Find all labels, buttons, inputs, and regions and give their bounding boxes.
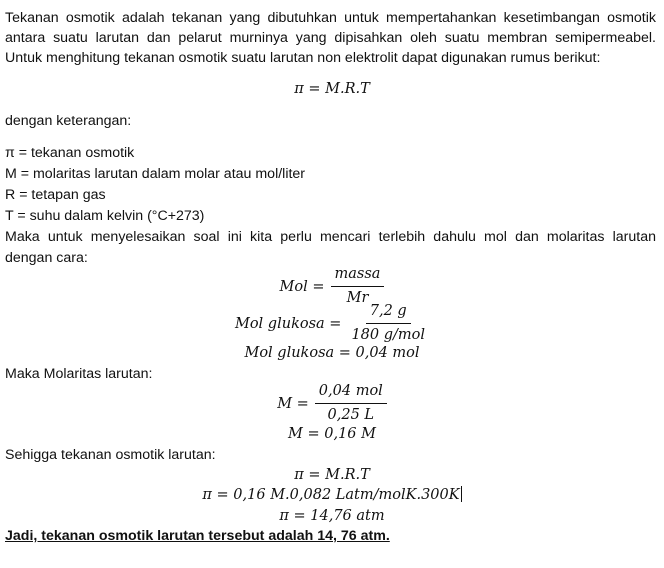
keterangan-m: M = molaritas larutan dalam molar atau mol/liter [5, 166, 306, 182]
mol-glukosa-lhs: Mol glukosa = [234, 315, 342, 332]
keterangan-pi: π = tekanan osmotik [5, 145, 135, 161]
mol-lhs: Mol = [279, 278, 325, 295]
tekanan-result: π = 14,76 atm [279, 508, 385, 524]
intro-line-2: antara suatu larutan dan pelarut murninya yang dipisahkan oleh suatu membran semipermeabel. [5, 30, 656, 46]
molaritas-numerator: 0,04 mol [315, 383, 387, 404]
step-intro-line-2: dengan cara: [5, 250, 88, 266]
molaritas-fraction [315, 383, 387, 424]
mol-fraction [331, 266, 385, 307]
intro-line-3: Untuk menghitung tekanan osmotik suatu larutan non elektrolit dapat digunakan rumus berikut: [5, 50, 601, 66]
molaritas-result: M = 0,16 M [288, 426, 376, 442]
tekanan-substitution [0, 485, 664, 505]
keterangan-heading: dengan keterangan: [5, 113, 132, 129]
mol-glukosa-result: Mol glukosa = 0,04 mol [244, 345, 420, 361]
keterangan-r: R = tetapan gas [5, 187, 106, 203]
mol-denominator: Mr [346, 290, 369, 306]
molaritas-denominator: 0,25 L [327, 407, 375, 423]
tekanan-heading: Sehigga tekanan osmotik larutan: [5, 447, 216, 463]
mol-glukosa-numerator: 7,2 g [366, 303, 411, 324]
conclusion: Jadi, tekanan osmotik larutan tersebut adalah 14, 76 atm. [5, 528, 390, 544]
text-cursor [461, 486, 462, 502]
mol-formula [0, 266, 664, 307]
molaritas-heading: Maka Molaritas larutan: [5, 366, 153, 382]
tekanan-substitution-text: π = 0,16 M.0,082 Latm/molK.300K [202, 487, 460, 503]
mol-glukosa-fraction [347, 303, 429, 344]
formula-main: π = M.R.T [294, 81, 370, 97]
keterangan-t: T = suhu dalam kelvin (°C+273) [5, 208, 205, 224]
step-intro-line-1: Maka untuk menyelesaikan soal ini kita perlu mencari terlebih dahulu mol dan molaritas larutan [5, 229, 656, 245]
molaritas-lhs: M = [277, 395, 309, 412]
intro-line-1: Tekanan osmotik adalah tekanan yang dibutuhkan untuk mempertahankan kesetimbangan osmotik [5, 10, 656, 26]
mol-glukosa-denominator: 180 g/mol [351, 327, 426, 343]
mol-glukosa-formula [0, 303, 664, 344]
mol-numerator: massa [331, 266, 385, 287]
molaritas-formula [0, 383, 664, 424]
tekanan-formula: π = M.R.T [294, 467, 370, 483]
